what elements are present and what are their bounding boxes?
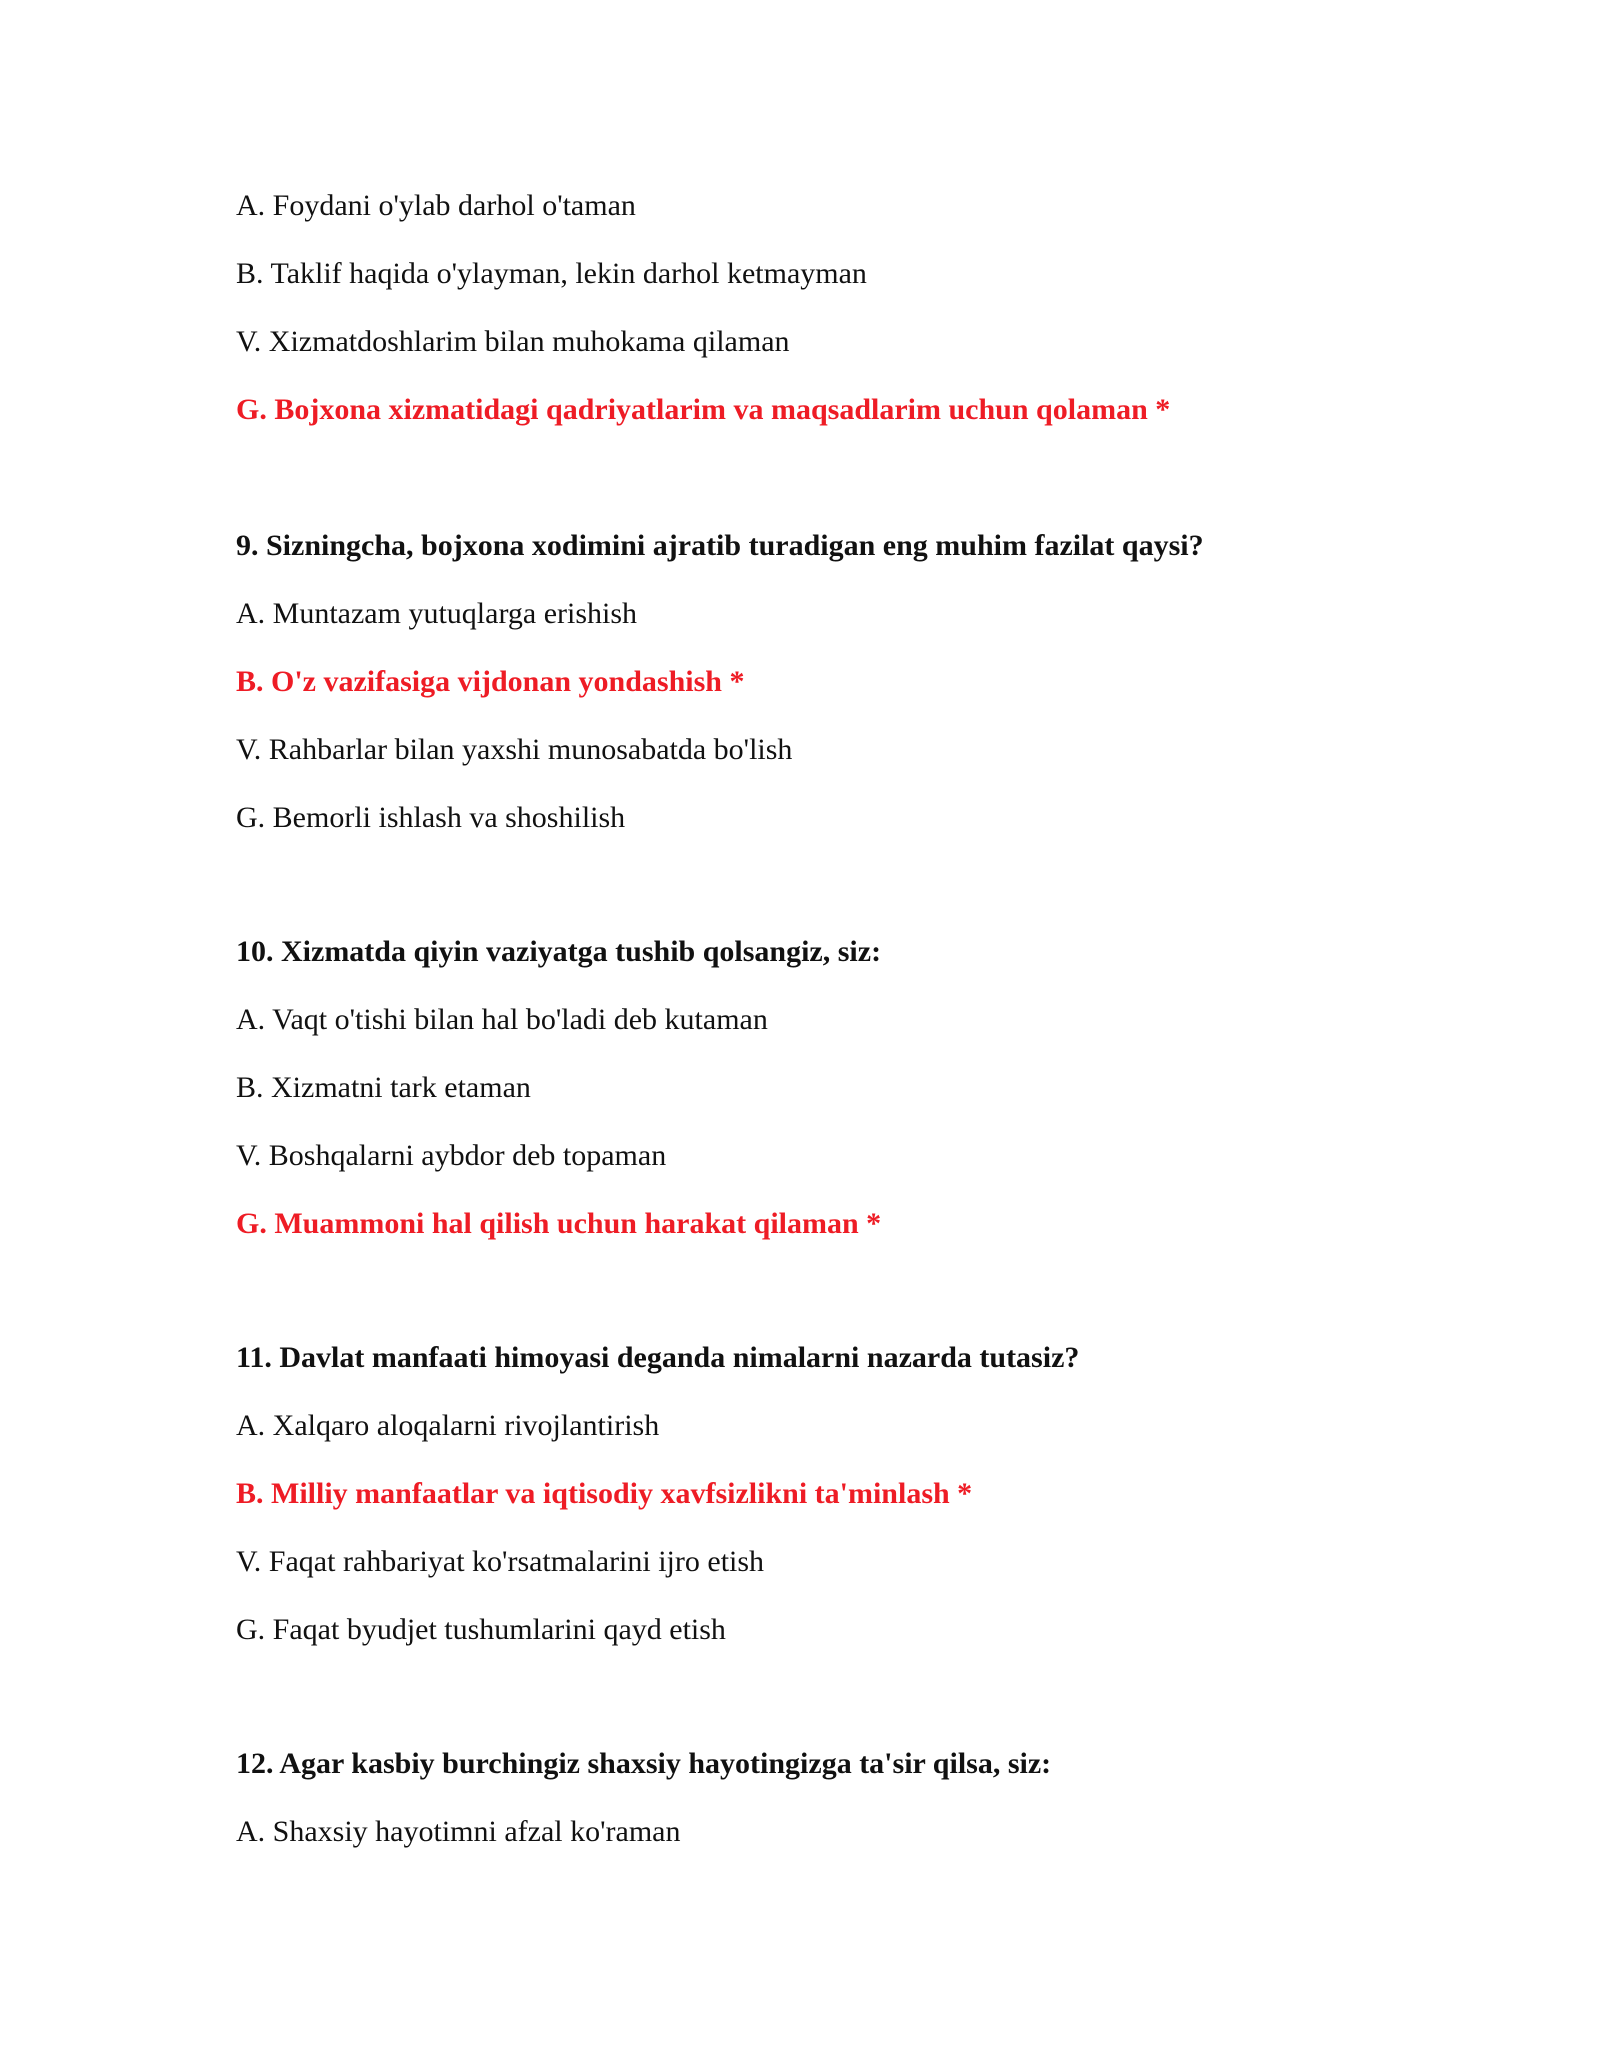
question-heading: 12. Agar kasbiy burchingiz shaxsiy hayotingizga ta'sir qilsa, siz:	[236, 1747, 1052, 1780]
option-line: V. Boshqalarni aybdor deb topaman	[236, 1139, 667, 1172]
option-line: V. Xizmatdoshlarim bilan muhokama qilaman	[236, 325, 790, 358]
question-heading: 9. Sizningcha, bojxona xodimini ajratib turadigan eng muhim fazilat qaysi?	[236, 529, 1204, 562]
correct-answer-line: B. O'z vazifasiga vijdonan yondashish *	[236, 665, 745, 698]
option-line: V. Rahbarlar bilan yaxshi munosabatda bo'lish	[236, 733, 793, 766]
correct-answer-line: G. Muammoni hal qilish uchun harakat qilaman *	[236, 1207, 882, 1240]
option-line: A. Foydani o'ylab darhol o'taman	[236, 189, 636, 222]
option-line: G. Bemorli ishlash va shoshilish	[236, 801, 626, 834]
correct-answer-line: G. Bojxona xizmatidagi qadriyatlarim va maqsadlarim uchun qolaman *	[236, 393, 1171, 426]
question-heading: 11. Davlat manfaati himoyasi deganda nimalarni nazarda tutasiz?	[236, 1341, 1080, 1374]
question-heading: 10. Xizmatda qiyin vaziyatga tushib qolsangiz, siz:	[236, 935, 882, 968]
option-line: A. Muntazam yutuqlarga erishish	[236, 597, 638, 630]
option-line: V. Faqat rahbariyat ko'rsatmalarini ijro etish	[236, 1545, 765, 1578]
correct-answer-line: B. Milliy manfaatlar va iqtisodiy xavfsizlikni ta'minlash *	[236, 1477, 973, 1510]
option-line: A. Vaqt o'tishi bilan hal bo'ladi deb kutaman	[236, 1003, 768, 1036]
option-line: B. Taklif haqida o'ylayman, lekin darhol ketmayman	[236, 257, 867, 290]
option-line: A. Shaxsiy hayotimni afzal ko'raman	[236, 1815, 681, 1848]
option-line: G. Faqat byudjet tushumlarini qayd etish	[236, 1613, 726, 1646]
option-line: A. Xalqaro aloqalarni rivojlantirish	[236, 1409, 660, 1442]
option-line: B. Xizmatni tark etaman	[236, 1071, 531, 1104]
